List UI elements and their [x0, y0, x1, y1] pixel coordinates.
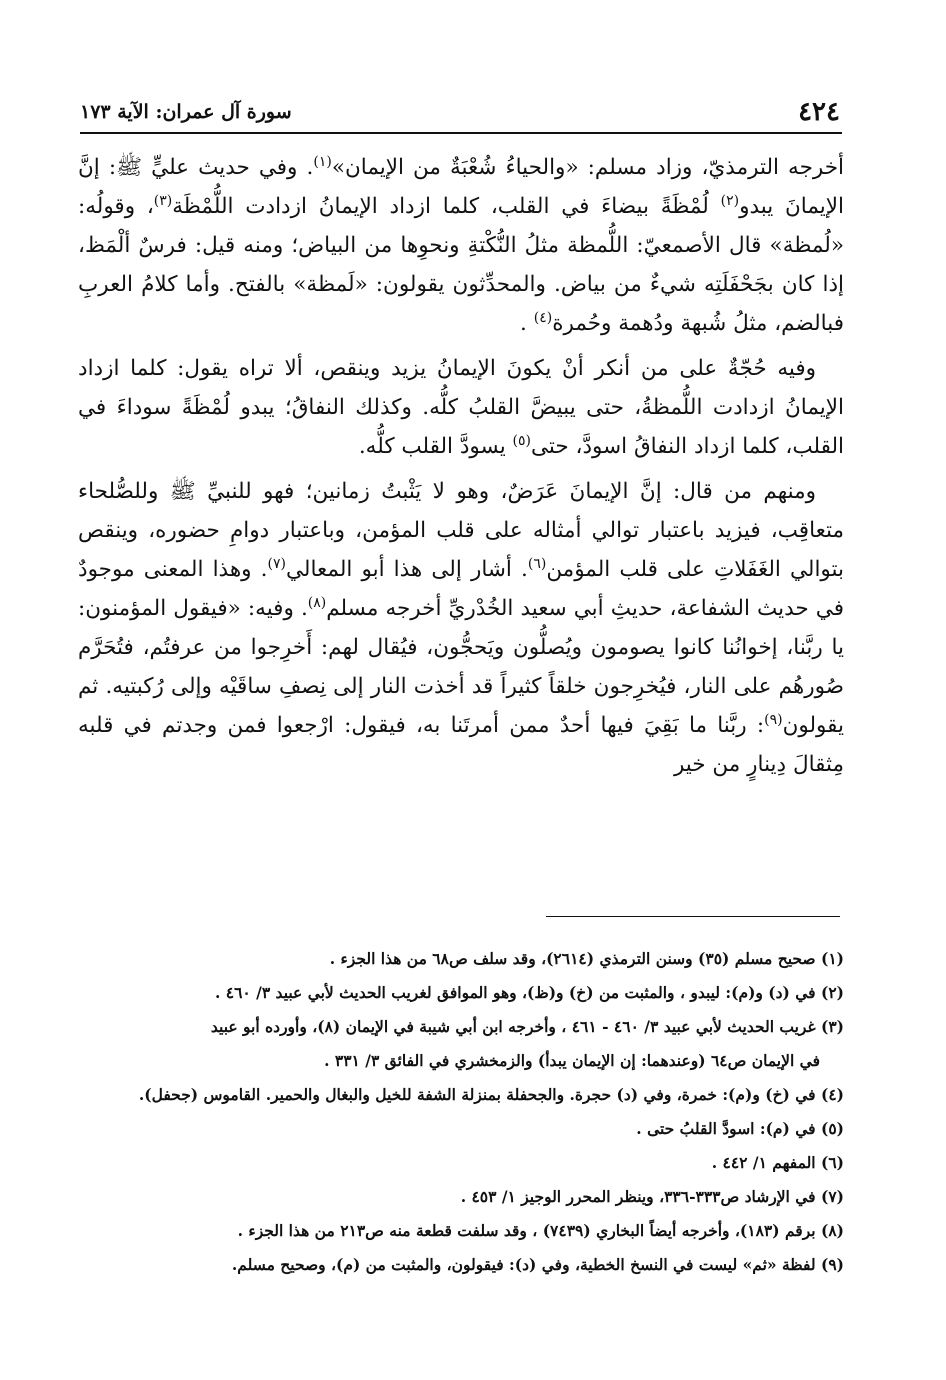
footnote-ref-7: (٧) [267, 555, 286, 572]
page-number: ٤٢٤ [798, 97, 840, 127]
footnote-ref-5: (٥) [512, 432, 532, 449]
p1-text-a: أخرجه الترمذيّ، وزاد مسلم: «والحياءُ شُعْبَةٌ من الإيمان» [331, 155, 844, 180]
paragraph-1 [78, 148, 844, 343]
footnote-7: (٧) في الإرشاد ص٣٣٣-٣٣٦، وينظر المحرر الوجيز ١/ ٤٥٣ . [460, 1187, 844, 1206]
footnote-ref-6: (٦) [527, 555, 547, 572]
footnote-5: (٥) في (م): اسودَّ القلبُ حتى . [636, 1119, 844, 1138]
footnote-1: (١) صحيح مسلم (٣٥) وسنن الترمذي (٢٦١٤)، وقد سلف ص٦٨ من هذا الجزء . [329, 949, 844, 968]
footnote-ref-4: (٤) [533, 309, 553, 326]
p3-text-c: . وهذا المعنى موجودٌ في حديث الشفاعة، حديثِ أبي سعيد الخُدْريِّ أخرجه مسلم [78, 557, 844, 621]
footnotes [78, 942, 844, 1282]
footnote-6: (٦) المفهم ١/ ٤٤٢ . [711, 1153, 844, 1172]
main-text [78, 148, 844, 790]
p3-text-e: : ربَّنا ما بَقِيَ فيها أحدٌ ممن أمرتَنا به، فيقول: ارْجعوا فمن وجدتم في قلبه مِثقالَ دِينارٍ من خير [78, 713, 844, 777]
footnote-ref-9: (٩) [764, 711, 783, 728]
footnote-2: (٢) في (د) و(م): ليبدو ، والمثبت من (خ) و(ظ)، وهو الموافق لغريب الحديث لأبي عبيد ٣/ ٤٦٠ . [214, 983, 844, 1002]
footnote-ref-8: (٨) [307, 594, 327, 611]
p1-text-d: ، وقولُه: «لُمظة» قال الأصمعيّ: اللُّمظة مثلُ النُّكْتةِ ونحوِها من البياض؛ ومنه قيل: فرسٌ ألْمَظ، إذا كان بجَحْفَلَتِه شيءٌ من بياض. والمحدِّثون يقولون: «لَمظة» بالفتح. وأما كلامُ العربِ فبالضم، مثلُ شُبهة ودُهمة وحُمرة [78, 194, 844, 336]
paragraph-3 [78, 472, 844, 784]
p2-text-a: وفيه حُجّةٌ على من أنكر أنْ يكونَ الإيمانُ يزيد وينقص، ألا تراه يقول: كلما ازداد الإيمانُ ازدادت اللُّمظةُ، حتى يبيضَّ القلبُ كلُّه. وكذلك النفاقُ؛ يبدو لُمْظَةً سوداءَ في القلب، كلما ازداد النفاقُ اسودَّ، حتى [78, 356, 844, 459]
footnote-3-continued: في الإيمان ص٦٤ (وعندهما: إن الإيمان يبدأ) والزمخشري في الفائق ٣/ ٣٣١ . [324, 1051, 820, 1070]
footnote-ref-1: (١) [313, 153, 332, 170]
p1-text-e: . [520, 311, 534, 336]
p2-text-b: يسودَّ القلب كلُّه. [358, 434, 513, 459]
p1-text-b: . وفي حديث عليٍّ ﷺ: إنَّ الإيمانَ يبدو [78, 155, 844, 219]
footnote-9: (٩) لفظة «ثم» ليست في النسخ الخطية، وفي (د): فيقولون، والمثبت من (م)، وصحيح مسلم. [231, 1255, 844, 1274]
p1-text-c: لُمْظَةً بيضاءَ في القلب، كلما ازداد الإيمانُ ازدادت اللُّمْظَة [172, 194, 721, 219]
footnote-4: (٤) في (خ) و(م): خمرة، وفي (د) حجرة. والجحفلة بمنزلة الشفة للخيل والبغال والحمير. القاموس (جحفل). [138, 1085, 844, 1104]
footnote-separator [546, 916, 840, 917]
page-header [80, 92, 840, 132]
header-rule [80, 132, 842, 134]
footnote-8: (٨) برقم (١٨٣)، وأخرجه أيضاً البخاري (٧٤٣٩) ، وقد سلفت قطعة منه ص٢١٣ من هذا الجزء . [237, 1221, 844, 1240]
footnote-ref-3: (٣) [153, 192, 173, 209]
p3-text-d: . وفيه: «فيقول المؤمنون: يا ربَّنا، إخوانُنا كانوا يصومون ويُصلُّون ويَحجُّون، فيُقال لهم: أَخرِجوا من عرفتُم، فتُحَرَّم صُورهُم على النار، فيُخرِجون خلقاً كثيراً قد أخذت النار إلى نِصفِ ساقَيْه وإلى رُكبتيه. ثم يقولون [78, 596, 844, 738]
p3-text-a: ومنهم من قال: إنَّ الإيمانَ عَرَضٌ، وهو لا يَثْبتُ زمانين؛ فهو للنبيِّ ﷺ وللصُّلحاء متعاقِب، فيزيد باعتبار توالي أمثاله على قلب المؤمن، وباعتبار دوامِ حضوره، وينقص بتوالي الغَفَلاتِ على قلب المؤمن [78, 479, 844, 582]
paragraph-2 [78, 349, 844, 466]
running-title: سورة آل عمران: الآية ١٧٣ [80, 101, 292, 123]
p3-text-b: . أشار إلى هذا أبو المعالي [286, 557, 528, 582]
footnote-3: (٣) غريب الحديث لأبي عبيد ٣/ ٤٦٠ - ٤٦١ ، وأخرجه ابن أبي شيبة في الإيمان (٨)، وأورده أبو عبيد [210, 1017, 844, 1036]
footnote-ref-2: (٢) [720, 192, 740, 209]
